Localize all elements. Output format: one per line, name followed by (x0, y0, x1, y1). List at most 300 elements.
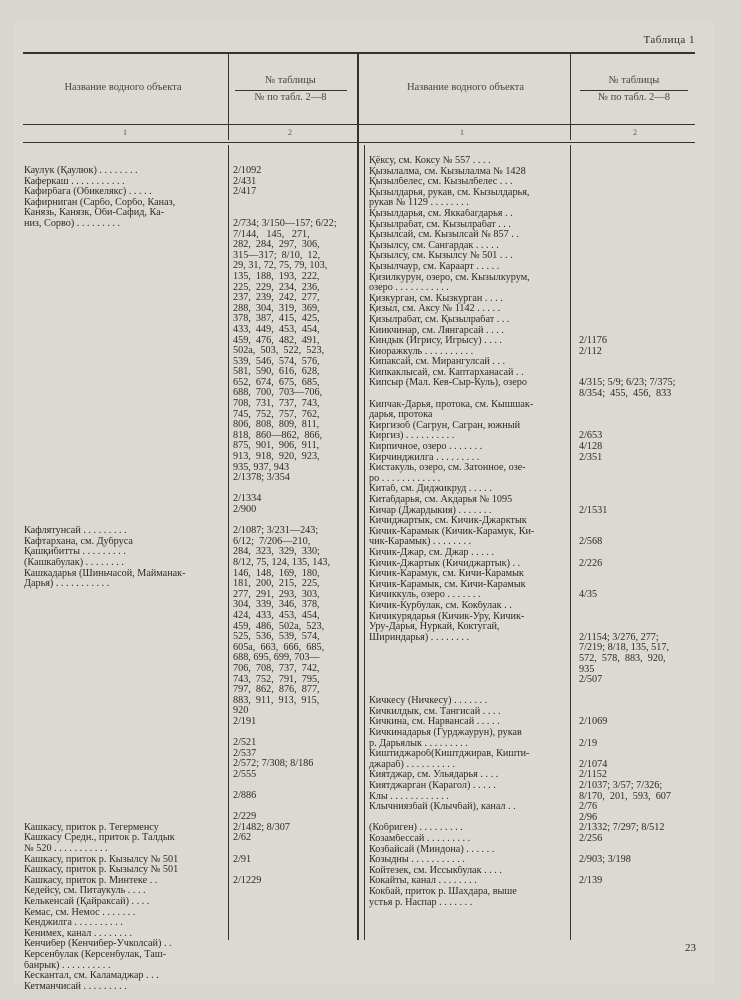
entry-refs: 2/351 (579, 452, 603, 463)
entry-name (24, 410, 227, 421)
entry-name: Кафирниган (Сарбо, Сорбо, Каназ, (24, 197, 176, 208)
entry-refs (579, 580, 704, 591)
entry-refs: 2/521 (233, 738, 257, 749)
center-vline (357, 52, 359, 940)
entry-name: рукав № 1129 . . . . . . . . (369, 198, 469, 209)
entry-name: Кашкасу, приток р. Минтеке . . (24, 875, 158, 886)
entry-refs: 706, 708, 737, 742, (233, 663, 320, 674)
entry-refs: 2/1092 (233, 166, 262, 176)
entry-name: Кирпичное, озеро . . . . . . . (369, 442, 483, 453)
entry-refs: 146, 148, 169, 180, (233, 568, 320, 579)
col-num-2-right: 2 (633, 128, 637, 137)
header-vline-3 (570, 52, 571, 140)
entry-name (24, 494, 227, 505)
entry-name: Қизыл, см. Аксу № 1142 . . . . . (369, 304, 501, 315)
entry-refs (233, 484, 355, 495)
entry-refs (579, 548, 704, 559)
entry-refs (579, 601, 704, 612)
entry-name (24, 293, 227, 304)
entry-refs (579, 728, 704, 739)
entry-refs: 2/139 (579, 876, 603, 887)
entry-name (24, 727, 227, 738)
entry-refs: 2/431 (233, 176, 257, 187)
entry-name: Кафирбага (Обикелякс) . . . . . (24, 187, 152, 198)
entry-name: Кичиджартык, см. Кичик-Джарктык (369, 516, 527, 527)
left-names-column (24, 166, 227, 992)
entry-name: Қызылсу, см. Сангардак . . . . . (369, 240, 499, 251)
entry-name: Кемас, см. Немос . . . . . . . (24, 907, 136, 918)
entry-refs: 2/886 (233, 791, 257, 802)
entry-name: низ, Сорво) . . . . . . . . . (24, 218, 121, 229)
entry-refs: 7/144, 145, 271, (233, 229, 310, 240)
entry-name (24, 388, 227, 399)
entry-name: (Кобриген) . . . . . . . . . (369, 823, 463, 834)
entry-name: озеро . . . . . . . . . . . (369, 283, 449, 294)
entry-refs: 875, 901, 906, 911, (233, 441, 320, 452)
entry-name (24, 346, 227, 357)
entry-refs (233, 727, 355, 738)
entry-name: Кокбай, приток р. Шахдара, выше (369, 886, 517, 897)
entry-refs (579, 357, 704, 368)
entry-name (24, 261, 227, 272)
entry-name (24, 622, 227, 633)
entry-name: Кашкадарья (Шиньчасой, Майманак- (24, 568, 186, 579)
entry-refs: 8/12, 75, 124, 135, 143, (233, 557, 331, 568)
entry-refs (233, 865, 355, 876)
entry-refs: 459, 486, 502а, 523, (233, 621, 325, 632)
body-vline-center-2 (364, 145, 365, 940)
entry-name: Киргизоб (Сагрун, Сагран, южный (369, 420, 521, 431)
entry-name (24, 770, 227, 781)
col-num-1-right: 1 (460, 128, 464, 137)
entry-refs: 2/1229 (233, 875, 262, 886)
entry-refs: 237, 239, 242, 277, (233, 293, 320, 304)
entry-refs (579, 167, 704, 178)
left-refs-column (233, 166, 355, 886)
entry-refs: 745, 752, 757, 762, (233, 409, 320, 420)
entry-name (24, 463, 227, 474)
entry-name (24, 230, 227, 241)
entry-name (24, 283, 227, 294)
entry-refs: 2/1152 (579, 770, 607, 781)
table-label: Таблица 1 (643, 34, 695, 46)
entry-refs: 459, 476, 482, 491, (233, 335, 320, 346)
entry-name (24, 240, 227, 251)
entry-refs: 797, 862, 876, 877, (233, 685, 320, 696)
entry-refs: 2/653 (579, 431, 603, 442)
entry-name: Китабдарья, см. Акдарья № 1095 (369, 495, 513, 505)
entry-name: р. Дарьялык . . . . . . . . . (369, 738, 468, 749)
entry-name: ро . . . . . . . . . . . . (369, 473, 441, 484)
entry-name: Қызылсай, см. Кызылсай № 857 . . (369, 230, 519, 241)
entry-name: Киоражкуль . . . . . . . . . . (369, 346, 474, 357)
entry-refs: 2/256 (579, 834, 603, 844)
entry-refs: 6/12; 7/206—210, (233, 536, 311, 547)
entry-name: Кафтархана, см. Дубруса (24, 536, 133, 547)
entry-refs: 2/1074 (579, 759, 608, 770)
entry-name (24, 590, 227, 601)
entry-name: Козбайсай (Миндона) . . . . . . (369, 844, 495, 855)
entry-refs: 29, 31, 72, 75, 79, 103, (233, 261, 328, 272)
entry-name (24, 441, 227, 452)
entry-refs: 2/112 (579, 346, 602, 357)
entry-refs: 920 (233, 706, 249, 717)
entry-refs (579, 400, 704, 411)
entry-refs (579, 749, 704, 760)
entry-name (369, 643, 569, 654)
entry-refs: 8/354; 455, 456, 833 (579, 389, 672, 400)
entry-name: Кичиккуль, озеро . . . . . . . (369, 590, 481, 601)
entry-name: Кашкасу, приток р. Кызылсу № 501 (24, 865, 179, 876)
entry-name (24, 611, 227, 622)
entry-name (24, 749, 227, 760)
entry-name (24, 780, 227, 791)
entry-refs: 2/900 (233, 505, 257, 515)
entry-name (24, 664, 227, 675)
entry-refs (579, 156, 704, 167)
entry-name (24, 685, 227, 696)
entry-name: Кичкилдык, см. Тангисай . . . . (369, 706, 501, 717)
entry-name (24, 802, 227, 813)
entry-refs: 2/507 (579, 675, 603, 686)
entry-name: Қизкурган, см. Кызкурган . . . . (369, 293, 503, 304)
entry-name: Киштиджароб(Киштджирав, Кишти- (369, 749, 530, 760)
entry-name (24, 367, 227, 378)
entry-refs (233, 516, 355, 527)
table-header (23, 52, 695, 143)
entry-name (24, 516, 227, 527)
entry-refs: 502а, 503, 522, 523, (233, 346, 325, 357)
entry-refs: 2/572; 7/308; 8/186 (233, 759, 314, 770)
entry-refs (579, 612, 704, 623)
entry-refs: 2/1069 (579, 717, 608, 728)
right-refs-column (579, 156, 704, 887)
entry-name: Кичик-Карамук, см. Кичи-Карамык (369, 569, 524, 580)
entry-name: Кокайты, канал . . . . . . . . (369, 876, 477, 887)
entry-name: Қашқибитты . . . . . . . . . (24, 547, 126, 558)
entry-name (24, 336, 227, 347)
entry-name: Кистакуль, озеро, см. Затонное, озе- (369, 463, 526, 474)
entry-refs: 2/417 (233, 187, 257, 198)
entry-name: дарья, протока (369, 410, 433, 421)
entry-refs (579, 622, 704, 633)
entry-name (369, 686, 569, 697)
entry-name (24, 812, 227, 823)
entry-name: Керсенбулак (Керсенбулак, Таш- (24, 949, 167, 960)
entry-refs: 2/1531 (579, 505, 608, 516)
entry-refs: 688, 700, 703—706, (233, 388, 323, 399)
entry-name: Кичкесу (Ничкесу) . . . . . . . (369, 696, 488, 707)
entry-name (369, 389, 569, 400)
entry-name: Кенджилга . . . . . . . . . . (24, 918, 123, 929)
entry-name: Киятджарган (Карагол) . . . . . (369, 781, 496, 792)
entry-refs: 572, 578, 883, 920, (579, 653, 666, 664)
entry-name (24, 791, 227, 802)
body-vline-right (570, 145, 571, 940)
entry-refs (579, 294, 704, 305)
entry-refs (579, 230, 704, 241)
entry-refs (233, 844, 355, 855)
entry-name: Кирчинджилга . . . . . . . . . (369, 452, 480, 463)
entry-refs: 581, 590, 616, 628, (233, 367, 320, 378)
entry-name (24, 272, 227, 283)
entry-refs: 2/1334 (233, 494, 262, 505)
entry-name: Кичкинадарья (Гурджаурун), рукав (369, 728, 522, 739)
entry-name (24, 314, 227, 325)
entry-refs (579, 474, 704, 485)
entry-refs: 2/226 (579, 558, 603, 569)
entry-name (24, 632, 227, 643)
entry-refs (579, 220, 704, 231)
col-name-right: Название водного объекта (406, 82, 525, 93)
entry-refs: 4/315; 5/9; 6/23; 7/375; (579, 378, 676, 389)
entry-name: Кенимех, канал . . . . . . . . (24, 928, 133, 939)
entry-refs: 743, 752, 791, 795, (233, 674, 320, 685)
body-vline-left (228, 145, 229, 940)
entry-refs (579, 209, 704, 220)
entry-refs: 708, 731, 737, 743, (233, 399, 320, 410)
entry-refs: 818, 860—862, 866, (233, 430, 323, 441)
entry-refs: 2/1037; 3/57; 7/326; (579, 781, 663, 792)
entry-refs: 539, 546, 574, 576, (233, 356, 320, 367)
entry-refs (579, 527, 704, 538)
entry-refs: 7/219; 8/18, 135, 517, (579, 643, 669, 654)
entry-refs (579, 421, 704, 432)
entry-refs (233, 780, 355, 791)
entry-refs: 2/555 (233, 769, 257, 780)
entry-refs: 284, 323, 329, 330; (233, 547, 320, 558)
entry-refs: 288, 304, 319, 369, (233, 303, 320, 314)
entry-refs (579, 315, 704, 326)
entry-name: Кипаксай, см. Мирангулсай . . . (369, 357, 506, 368)
entry-name (369, 654, 569, 665)
entry-refs (579, 707, 704, 718)
entry-name (24, 706, 227, 717)
entry-name: Келькенсай (Қайраксай) . . . . (24, 896, 150, 907)
entry-refs (579, 283, 704, 294)
entry-name (24, 357, 227, 368)
entry-refs: 2/1482; 8/307 (233, 822, 290, 833)
entry-refs (579, 484, 704, 495)
entry-name: Кичик-Джар, см. Джар . . . . . (369, 547, 494, 558)
entry-name (24, 505, 227, 516)
entry-name: Кенчибер (Кенчибер-Учколсай) . . (24, 939, 172, 950)
entry-name (24, 759, 227, 770)
entry-name: Дарья) . . . . . . . . . . . (24, 579, 110, 590)
entry-refs: 4/128 (579, 442, 603, 453)
entry-refs: 8/170, 201, 593, 607 (579, 791, 671, 802)
entry-refs (579, 696, 704, 707)
entry-refs: 525, 536, 539, 574, (233, 632, 320, 643)
entry-name: Киргиз) . . . . . . . . . . (369, 431, 455, 442)
entry-name (24, 325, 227, 336)
col-tab-bottom-right: № по табл. 2—8 (597, 92, 671, 103)
entry-name: Клы . . . . . . . . . . . . (369, 791, 449, 802)
entry-refs: 2/537 (233, 748, 257, 759)
entry-name: Қызылдарья, см. Яккабагдарья . . (369, 208, 513, 219)
entry-refs (579, 569, 704, 580)
entry-refs: 2/568 (579, 537, 603, 548)
entry-refs: 935, 937, 943 (233, 462, 290, 473)
entry-name (24, 600, 227, 611)
entry-name (24, 643, 227, 654)
entry-refs: 2/229 (233, 812, 257, 823)
entry-refs: 225, 229, 234, 236, (233, 282, 320, 293)
entry-refs (233, 208, 355, 219)
entry-name: Кетманчисай . . . . . . . . . (24, 981, 127, 992)
entry-name (24, 452, 227, 463)
col-tab-top-right: № таблицы (608, 75, 660, 86)
entry-name: Қызылбелес, см. Кызылбелес . . . (369, 177, 513, 188)
entry-name: Кипчак-Дарья, протока, см. Кышшак- (369, 399, 534, 410)
entry-name (24, 738, 227, 749)
entry-name: Кашкасу Средн., приток р. Талдык (24, 833, 175, 844)
entry-name: Қызылдарья, рукав, см. Кызылдарья, (369, 187, 530, 198)
entry-name: Кипсыр (Мал. Кев-Сыр-Куль), озеро (369, 378, 527, 389)
entry-refs: 2/19 (579, 738, 598, 749)
entry-name: Кашкасу, приток р. Кызылсу № 501 (24, 854, 179, 865)
entry-name: Кичар (Джардыкия) . . . . . . . (369, 505, 492, 516)
entry-refs: 304, 339, 346, 378, (233, 600, 320, 611)
entry-name (24, 251, 227, 262)
entry-name: № 520 . . . . . . . . . . . (24, 844, 108, 854)
entry-name: (Кашкабулак) . . . . . . . . (24, 557, 124, 568)
entry-name: Кичкина, см. Нарвансай . . . . . (369, 717, 500, 728)
entry-name (24, 399, 227, 410)
entry-name: Канязь, Канязк, Оби-Сафид, Ка- (24, 208, 165, 219)
entry-name (369, 665, 569, 676)
entry-name: Шириндарья) . . . . . . . . (369, 632, 469, 643)
col-tab-bottom-left: № по табл. 2—8 (254, 92, 327, 103)
entry-refs: 282, 284, 297, 306, (233, 240, 320, 251)
entry-name: Кичик-Курбулак, см. Кокбулак . . (369, 600, 512, 611)
entry-refs: 315—317; 8/10, 12, (233, 250, 321, 261)
entry-refs: 277, 291, 293, 303, (233, 589, 320, 600)
entry-refs: 2/91 (233, 854, 252, 865)
entry-name: Кескантал, см. Каламаджар . . . (24, 971, 159, 982)
entry-refs (579, 866, 704, 877)
entry-refs: 806, 808, 809, 811, (233, 420, 320, 431)
entry-refs (233, 198, 355, 209)
entry-name: Койтезек, см. Иссыкбулак . . . . (369, 865, 502, 876)
entry-refs: 424, 433, 453, 454, (233, 610, 320, 621)
entry-name: Қызылчаур, см. Караарт . . . . . (369, 261, 500, 272)
right-names-column (369, 156, 569, 908)
entry-name: Қызылрабат, см. Кызылрабат . . . (369, 219, 511, 230)
entry-refs: 378, 387, 415, 425, (233, 314, 320, 325)
header-divider (23, 124, 695, 125)
entry-refs: 2/62 (233, 833, 252, 844)
entry-refs: 935 (579, 664, 595, 675)
entry-refs (579, 686, 704, 697)
entry-refs (579, 177, 704, 188)
entry-refs (579, 198, 704, 209)
entry-refs: 2/191 (233, 716, 257, 727)
entry-name (24, 484, 227, 495)
entry-refs: 2/96 (579, 812, 598, 823)
entry-name: Қизылрабат, см. Қызылрабат . . . (369, 314, 510, 325)
col-name-left: Название водного объекта (64, 82, 182, 93)
entry-name (24, 420, 227, 431)
col-num-2-left: 2 (288, 128, 292, 137)
entry-name (24, 378, 227, 389)
entry-name: устья р. Наспар . . . . . . . (369, 897, 473, 908)
entry-refs: 2/734; 3/150—157; 6/22; (233, 218, 337, 229)
entry-name: Киндык (Игрису, Игрысу) . . . . (369, 336, 502, 347)
entry-refs: 2/1087; 3/231—243; (233, 526, 319, 537)
entry-refs (579, 251, 704, 262)
entry-refs: 2/1154; 3/276, 277; (579, 632, 659, 643)
entry-name: Козамбессай . . . . . . . . . (369, 834, 471, 844)
entry-name (24, 717, 227, 728)
header-vline-1 (228, 52, 229, 140)
entry-name: Каулук (Қаулюк) . . . . . . . . (24, 166, 138, 176)
col-tab-top-left: № таблицы (265, 75, 316, 86)
entry-name (369, 675, 569, 686)
entry-name (24, 696, 227, 707)
entry-refs (579, 188, 704, 199)
entry-name: Кашкасу, приток р. Тегерменсу (24, 822, 159, 833)
entry-refs: 688, 695, 699, 703— (233, 653, 320, 664)
entry-name: банрык) . . . . . . . . . . (24, 960, 111, 971)
entry-refs: 605а, 663, 666, 685, (233, 642, 325, 653)
entry-refs (579, 262, 704, 273)
entry-name (24, 304, 227, 315)
entry-name: Қызылсу, см. Кызылсу № 501 . . . (369, 251, 513, 262)
entry-refs: 883, 911, 913, 915, (233, 695, 320, 706)
entry-refs (579, 495, 704, 506)
entry-refs: 135, 188, 193, 222, (233, 271, 320, 282)
entry-refs: 2/1378; 3/354 (233, 473, 290, 484)
entry-refs (579, 845, 704, 856)
entry-refs: 2/1176 (579, 336, 607, 347)
entry-name (24, 653, 227, 664)
entry-name: Козыдны . . . . . . . . . . . (369, 855, 465, 866)
entry-name: Каферкаш . . . . . . . . . . . (24, 176, 125, 187)
entry-refs (233, 802, 355, 813)
entry-name (24, 675, 227, 686)
entry-name: чик-Карамык) . . . . . . . . (369, 537, 472, 548)
entry-name: Қизилкурун, озеро, см. Кызылкурум, (369, 272, 530, 283)
entry-name: Кичик-Карамык (Кичик-Карамук, Ки- (369, 526, 535, 537)
entry-name: Кичик-Джартык (Кичиджартык) . . (369, 558, 521, 569)
entry-name: Кичикурядарья (Кичик-Уру, Кичик- (369, 611, 525, 622)
entry-refs (579, 368, 704, 379)
entry-name: Кедейсу, см. Питаукуль . . . . (24, 886, 146, 897)
entry-refs (579, 326, 704, 337)
entry-refs: 433, 449, 453, 454, (233, 324, 320, 335)
entry-refs: 2/903; 3/198 (579, 855, 631, 866)
entry-refs: 652, 674, 675, 685, (233, 377, 320, 388)
entry-name: Қёксу, см. Коксу № 557 . . . . (369, 156, 491, 166)
page-number: 23 (685, 942, 696, 954)
entry-refs (579, 241, 704, 252)
entry-name: Қызылалма, см. Кызылалма № 1428 (369, 166, 526, 177)
entry-refs (579, 463, 704, 474)
entry-refs (579, 410, 704, 421)
entry-refs: 913, 918, 920, 923, (233, 452, 320, 463)
entry-name: Кичик-Карамык, см. Кичи-Карамык (369, 579, 526, 590)
entry-name (369, 813, 569, 824)
entry-name: Китаб, см. Диджикруд . . . . . (369, 484, 492, 495)
entry-name: Кафлятунсай . . . . . . . . . (24, 526, 127, 537)
entry-name (24, 473, 227, 484)
entry-refs (579, 516, 704, 527)
entry-refs: 2/76 (579, 802, 598, 813)
entry-refs: 4/35 (579, 590, 598, 601)
entry-name: Киятджар, см. Ульядарья . . . . (369, 770, 499, 781)
entry-name (24, 431, 227, 442)
